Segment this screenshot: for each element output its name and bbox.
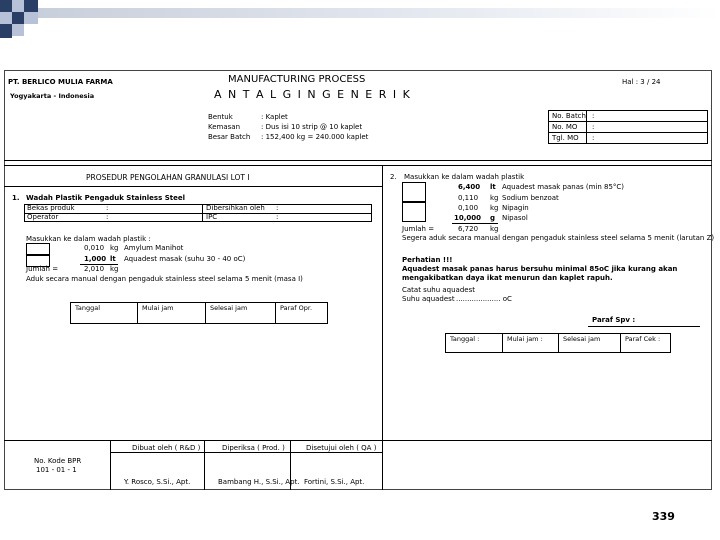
field-value[interactable]: : (276, 213, 279, 221)
ingredient-name: Nipasol (502, 214, 528, 222)
ingredient-qty: 6,400 (458, 183, 481, 191)
section-title: PROSEDUR PENGOLAHAN GRANULASI LOT I (86, 173, 250, 182)
batch-field-label: Tgl. MO (552, 134, 579, 142)
ingredients-intro: Masukkan ke dalam wadah plastik : (26, 235, 151, 243)
table-header: Selesai jam (559, 333, 621, 353)
company-name: PT. BERLICO MULIA FARMA (8, 78, 113, 86)
table-header: Tanggal : (445, 333, 503, 353)
ingredient-unit: g (490, 214, 496, 222)
field-value[interactable]: : (276, 204, 279, 212)
ingredient-qty: 0,100 (458, 204, 479, 212)
form-number-label: No. Kode BPR (34, 457, 82, 465)
ingredients-intro: Masukkan ke dalam wadah plastik (404, 173, 525, 181)
product-title: A N T A L G I N G E N E R I K (214, 88, 412, 101)
table-header: Tanggal (70, 302, 138, 324)
instruction: Aduk secara manual dengan pengaduk stainless steel selama 5 menit (masa I) (26, 275, 303, 283)
signature-role: Dibuat oleh ( R&D ) (132, 444, 201, 452)
signature-name: Fortini, S.Si., Apt. (304, 478, 365, 486)
doc-title: MANUFACTURING PROCESS (228, 74, 366, 85)
step-title: Wadah Plastik Pengaduk Stainless Steel (26, 194, 185, 202)
check-box[interactable] (26, 243, 50, 255)
signature-name: Bambang H., S.Si., Apt. (218, 478, 300, 486)
ingredient-name: Aquadest masak (suhu 30 - 40 oC) (124, 255, 246, 263)
note-text: mengakibatkan daya ikat menurun dan kaplet rapuh. (402, 274, 613, 282)
batch-field-value[interactable]: : (592, 112, 595, 120)
table-header: Selesai jam (206, 302, 276, 324)
company-location: Yogyakarta - Indonesia (10, 92, 95, 100)
step-number: 1. (12, 194, 20, 202)
spec-label: Besar Batch (208, 133, 251, 141)
temp-value[interactable]: .................... oC (456, 295, 512, 303)
field-label: Operator (27, 213, 59, 221)
batch-field-label: No. MO (552, 123, 578, 131)
signature-role: Disetujui oleh ( QA ) (306, 444, 377, 452)
ingredient-qty: 10,000 (454, 214, 482, 222)
step-number: 2. (390, 173, 397, 181)
spec-value: : Kaplet (261, 113, 288, 121)
ingredient-name: Aquadest masak panas (min 85°C) (502, 183, 625, 191)
spec-label: Bentuk (208, 113, 233, 121)
field-label: Bekas produk (27, 204, 75, 212)
note-text: Aquadest masak panas harus bersuhu minimal 85oC jika kurang akan (402, 265, 678, 273)
form-code: 101 - 01 - 1 (36, 466, 77, 474)
spec-value: : 152,400 kg = 240.000 kaplet (261, 133, 369, 141)
ingredient-unit: kg (490, 194, 499, 202)
ingredient-name: Sodium benzoat (502, 194, 559, 202)
signature-role: Diperiksa ( Prod. ) (222, 444, 285, 452)
total-label: Jumlah = (26, 265, 59, 273)
header-divider (4, 160, 712, 161)
record-label: Catat suhu aquadest (402, 286, 475, 294)
field-label: IPC (206, 213, 218, 221)
ingredient-unit: lt (490, 183, 496, 191)
field-value[interactable]: : (106, 213, 109, 221)
total-unit: kg (110, 265, 119, 273)
table-header: Paraf Cek : (621, 333, 671, 353)
paraf-spv-label: Paraf Spv : (592, 316, 636, 324)
total-qty: 2,010 (84, 265, 105, 273)
ingredient-unit: kg (110, 244, 119, 252)
spec-label: Kemasan (208, 123, 241, 131)
ingredient-name: Amylum Manihot (124, 244, 184, 252)
temp-label: Suhu aquadest (402, 295, 455, 303)
ingredient-qty: 0,110 (458, 194, 479, 202)
total-qty: 6,720 (458, 225, 479, 233)
ingredient-unit: lt (110, 255, 116, 263)
table-header: Paraf Opr. (276, 302, 328, 324)
field-label: Dibersihkan oleh (206, 204, 265, 212)
column-divider (382, 165, 383, 440)
page-number: 339 (652, 510, 675, 523)
ingredient-qty: 1,000 (84, 255, 107, 263)
instruction: Segera aduk secara manual dengan pengaduk stainless steel selama 5 menit (larutan Z) (402, 234, 715, 242)
field-value[interactable]: : (106, 204, 109, 212)
ingredient-name: Nipagin (502, 204, 529, 212)
signature-name: Y. Rosco, S.Si., Apt. (124, 478, 191, 486)
check-box[interactable] (402, 182, 426, 202)
total-label: Jumlah = (402, 225, 435, 233)
batch-field-value[interactable]: : (592, 134, 595, 142)
page-info: Hal : 3 / 24 (622, 78, 661, 86)
table-header: Mulai jam (138, 302, 206, 324)
ingredient-qty: 0,010 (84, 244, 105, 252)
note-title: Perhatian !!! (402, 256, 453, 264)
batch-field-label: No. Batch (552, 112, 586, 120)
total-unit: kg (490, 225, 499, 233)
spec-value: : Dus isi 10 strip @ 10 kaplet (261, 123, 363, 131)
table-header: Mulai jam : (503, 333, 559, 353)
check-box[interactable] (402, 202, 426, 222)
batch-field-value[interactable]: : (592, 123, 595, 131)
ingredient-unit: kg (490, 204, 499, 212)
